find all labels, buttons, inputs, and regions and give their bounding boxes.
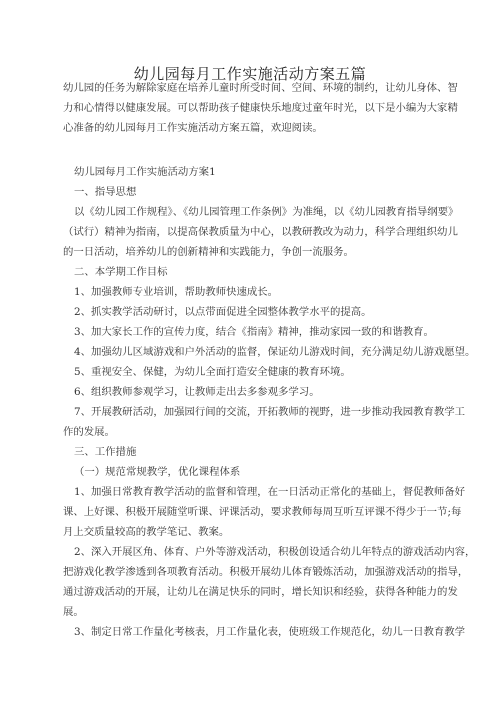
intro-paragraph xyxy=(63,78,458,138)
measure-line: 3、制定日常工作量化考核表，月工作量化表，使班级工作规范化，幼儿一日教育教学 xyxy=(74,626,466,638)
subheading-routine-teaching: （一）规范常规教学，优化课程体系 xyxy=(74,466,241,478)
goal-item: 3、加大家长工作的宣传力度，结合《指南》精神，推动家园一致的和谐教育。 xyxy=(74,326,434,338)
intro-line: 幼儿园的任务为解除家庭在培养儿童时所受时间、空间、环境的制约，让幼儿身体、智 xyxy=(63,82,458,94)
section-1 xyxy=(63,162,476,642)
heading-semester-goals: 二、本学期工作目标 xyxy=(74,266,168,278)
goal-item: 5、重视安全、保健，为幼儿全面打造安全健康的教育环境。 xyxy=(74,366,351,378)
goal-item: 7、开展教研活动，加强园行间的交流，开拓教师的视野，进一步推动我园教育教学工 xyxy=(74,406,466,418)
heading-work-measures: 三、工作措施 xyxy=(74,446,137,458)
goal-item: 2、抓实教学活动研讨，以点带面促进全园整体教学水平的提高。 xyxy=(74,306,372,318)
guiding-line: 的一日活动，培养幼儿的创新精神和实践能力，争创一流服务。 xyxy=(63,246,354,258)
goal-item: 4、加强幼儿区域游戏和户外活动的监督，保证幼儿游戏时间，充分满足幼儿游戏愿望。 xyxy=(74,346,476,358)
measure-line: 1、加强日常教育教学活动的监督和管理，在一日活动正常化的基础上，督促教师备好 xyxy=(74,486,466,498)
measure-line: 展。 xyxy=(63,606,84,618)
guiding-line: （试行）精神为指南，以提高保教质量为中心，以教研教改为动力，科学合理组织幼儿 xyxy=(63,226,458,238)
measure-line: 通过游戏活动的开展，让幼儿在满足快乐的同时，增长知识和经验，获得各种能力的发 xyxy=(63,586,458,598)
intro-line: 心准备的幼儿园每月工作实施活动方案五篇，欢迎阅读。 xyxy=(63,122,323,134)
goal-item: 6、组织教师参观学习，让教师走出去多参观多学习。 xyxy=(74,386,320,398)
measure-line: 课、上好课、积极开展随堂听课、评课活动，要求教师每周互听互评课不得少于一节;每 xyxy=(63,506,462,518)
intro-line: 力和心情得以健康发展。可以帮助孩子健康快乐地度过童年时光，以下是小编为大家精 xyxy=(63,102,458,114)
heading-guiding-ideas: 一、指导思想 xyxy=(74,186,137,198)
section-title: 幼儿园每月工作实施活动方案1 xyxy=(74,166,216,178)
measure-line: 把游戏化教学渗透到各项教育活动。积极开展幼儿体育锻炼活动，加强游戏活动的指导， xyxy=(63,566,469,578)
measure-line: 2、深入开展区角、体育、户外等游戏活动，积极创设适合幼儿年特点的游戏活动内容， xyxy=(74,546,476,558)
guiding-line: 以《幼儿园工作规程》、《幼儿园管理工作条例》为准绳，以《幼儿园教育指导纲要》 xyxy=(74,206,459,218)
document-title: 幼儿园每月工作实施活动方案五篇 xyxy=(133,65,367,83)
measure-line: 月上交质量较高的教学笔记、教案。 xyxy=(63,526,230,538)
goal-item: 1、加强教师专业培训，帮助教师快速成长。 xyxy=(74,286,279,298)
goal-item-continued: 作的发展。 xyxy=(63,426,115,438)
